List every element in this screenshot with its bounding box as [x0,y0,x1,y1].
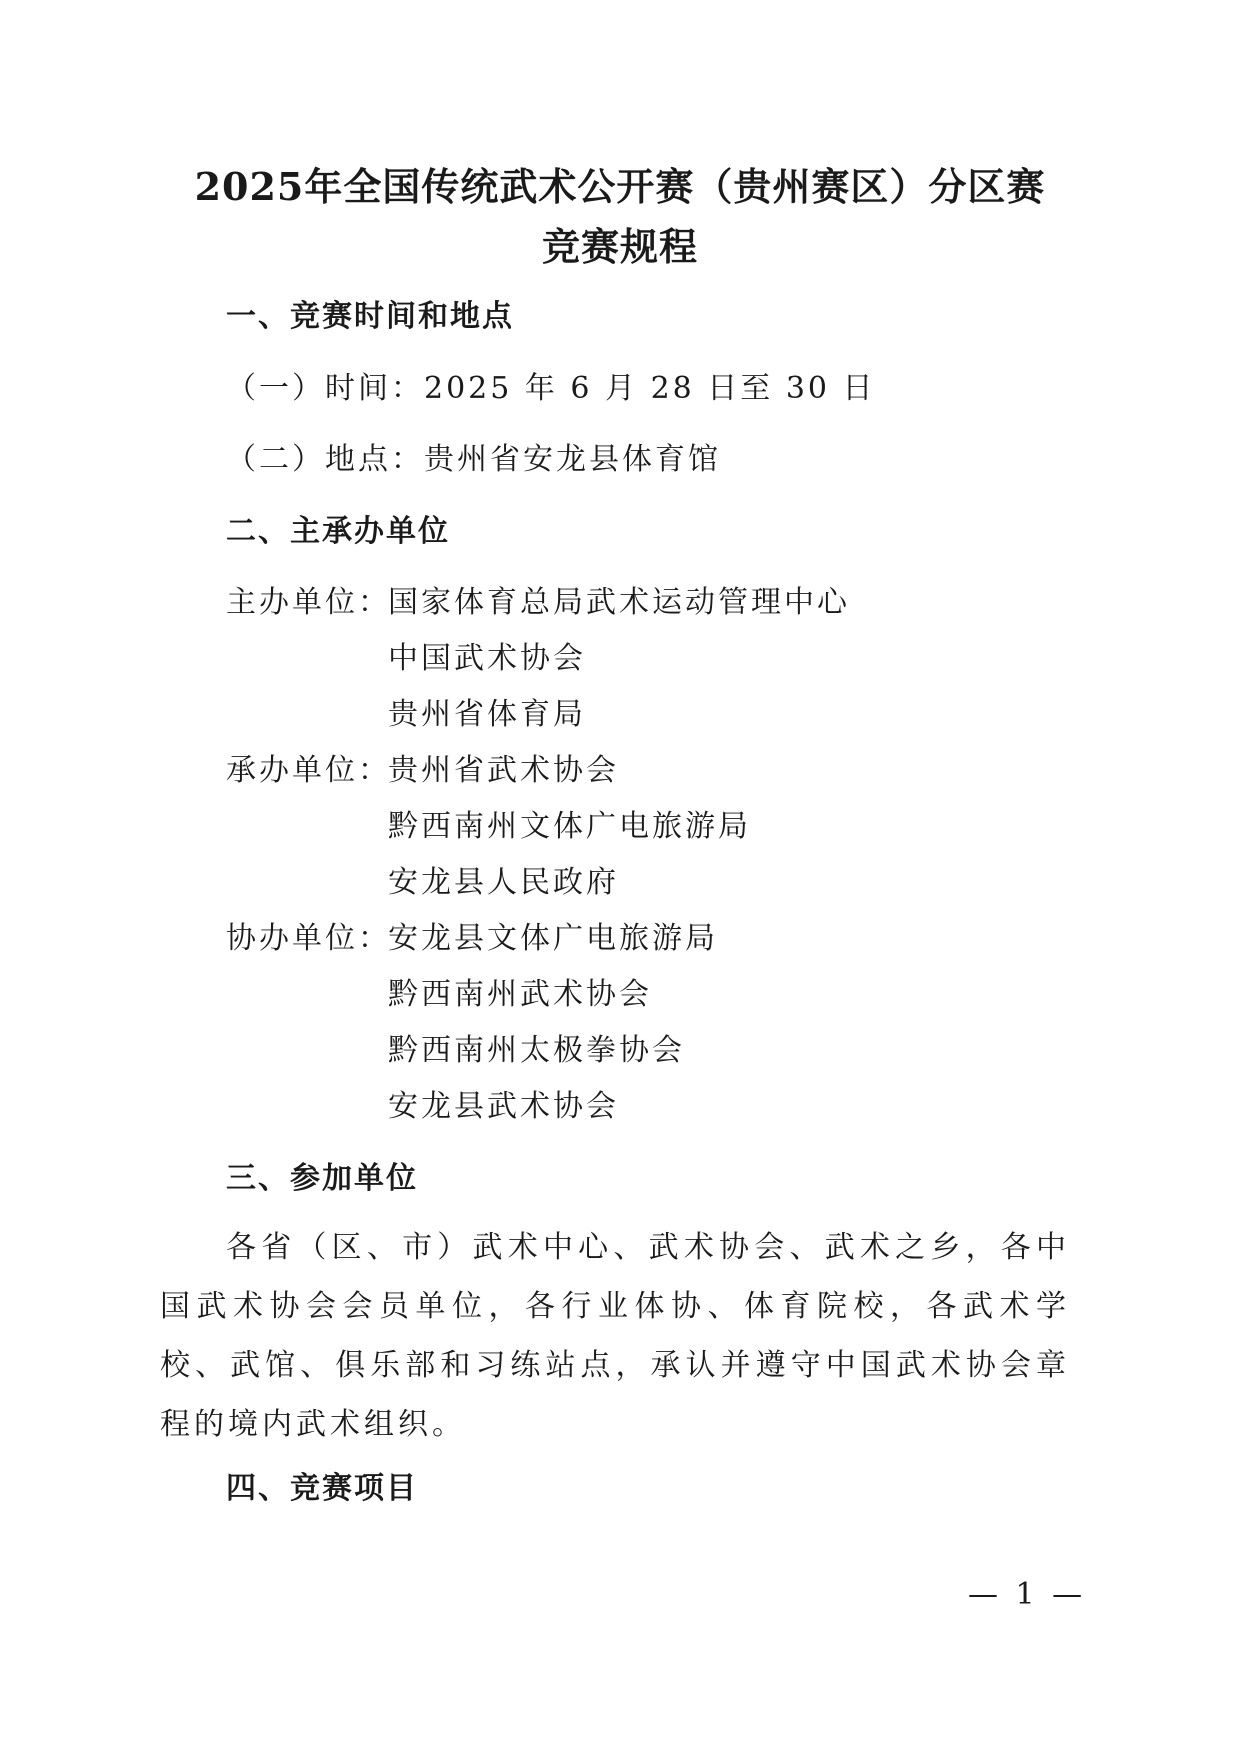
section-heading-participants: 三、参加单位 [226,1161,418,1196]
host-organization: 国家体育总局武术运动管理中心 [388,585,850,620]
page-number: — 1 — [968,1577,1087,1612]
co-organizer-organization: 安龙县文体广电旅游局 [388,921,718,956]
section-heading-organizers: 二、主承办单位 [226,514,450,549]
document-subtitle: 竞赛规程 [541,224,698,269]
organizer-label: 承办单位： [226,753,391,788]
section-heading-events: 四、竞赛项目 [226,1471,418,1506]
competition-venue: （二）地点：贵州省安龙县体育馆 [226,442,721,477]
document-title: 2025年全国传统武术公开赛（贵州赛区）分区赛 [194,164,1046,209]
organizer-organization: 安龙县人民政府 [388,865,619,900]
co-organizer-organization: 黔西南州太极拳协会 [388,1033,685,1068]
participants-paragraph: 各省（区、市）武术中心、武术协会、武术之乡，各中国武术协会会员单位，各行业体协、体育院校，各武术学校、武馆、俱乐部和习练站点，承认并遵守中国武术协会章程的境内武术组织。 [160,1230,1070,1442]
organizer-organization: 黔西南州文体广电旅游局 [388,809,751,844]
section-heading-time-venue: 一、竞赛时间和地点 [226,299,514,334]
co-organizer-organization: 安龙县武术协会 [388,1089,619,1124]
host-label: 主办单位： [226,585,391,620]
host-organization: 中国武术协会 [388,641,586,676]
host-organization: 贵州省体育局 [388,697,586,732]
organizer-organization: 贵州省武术协会 [388,753,619,788]
competition-time: （一）时间：2025 年 6 月 28 日至 30 日 [226,371,876,406]
co-organizer-label: 协办单位： [226,921,391,956]
co-organizer-organization: 黔西南州武术协会 [388,977,652,1012]
